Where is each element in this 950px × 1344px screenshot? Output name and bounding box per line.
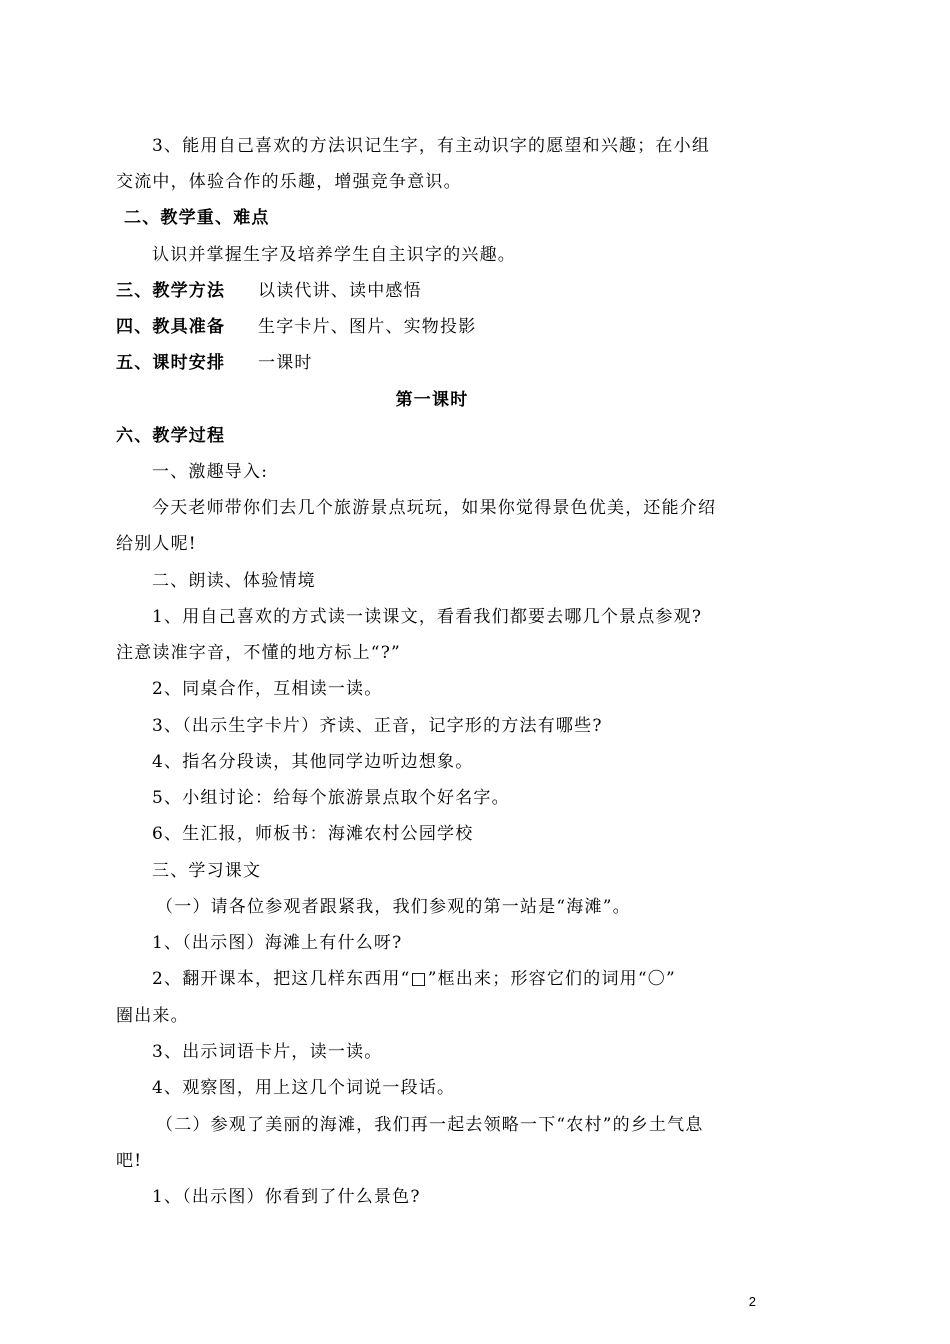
page-number: 2 bbox=[748, 1294, 756, 1309]
part-3-heading: 三、学习课文 bbox=[152, 861, 262, 881]
part-3-sub-2-heading-line-2: 吧! bbox=[116, 1151, 143, 1171]
part-3-sub-2-item-1: 1、（出示图）你看到了什么景色? bbox=[152, 1187, 421, 1207]
part-3-sub-2-heading-line-1: （二）参观了美丽的海滩，我们再一起去领略一下“农村”的乡土气息 bbox=[156, 1115, 704, 1135]
part-3-sub-1-item-2-line-2: 圈出来。 bbox=[116, 1006, 189, 1026]
part-1-heading: 一、激趣导入: bbox=[152, 462, 269, 482]
section-5-value: 一课时 bbox=[258, 353, 313, 373]
part-2-item-3: 3、（出示生字卡片）齐读、正音，记字形的方法有哪些? bbox=[152, 716, 603, 736]
part-2-item-4: 4、指名分段读，其他同学边听边想象。 bbox=[152, 752, 474, 772]
part-2-item-1-line-2: 注意读准字音，不懂的地方标上“?” bbox=[116, 643, 401, 663]
part-2-item-1-line-1: 1、用自己喜欢的方式读一读课文，看看我们都要去哪几个景点参观? bbox=[152, 607, 703, 627]
goal-3-line-1: 3、能用自己喜欢的方法识记生字，有主动识字的愿望和兴趣；在小组 bbox=[152, 136, 711, 156]
part-3-sub-1-item-4: 4、观察图，用上这几个词说一段话。 bbox=[152, 1078, 456, 1098]
section-4-label: 四、教具准备 bbox=[116, 317, 226, 337]
section-3-label: 三、教学方法 bbox=[116, 281, 226, 301]
section-6-heading: 六、教学过程 bbox=[116, 426, 226, 446]
section-4-value: 生字卡片、图片、实物投影 bbox=[258, 317, 477, 337]
section-2-heading: 二、教学重、难点 bbox=[124, 208, 270, 228]
goal-3-line-2: 交流中，体验合作的乐趣，增强竞争意识。 bbox=[116, 172, 462, 192]
part-3-sub-1-item-1: 1、（出示图）海滩上有什么呀? bbox=[152, 933, 403, 953]
part-2-heading: 二、朗读、体验情境 bbox=[152, 571, 316, 591]
section-4-row bbox=[116, 315, 756, 339]
section-5-label: 五、课时安排 bbox=[116, 353, 226, 373]
part-3-sub-1-item-2-line-1: 2、翻开课本，把这几样东西用“□”框出来；形容它们的词用“〇” bbox=[152, 969, 676, 989]
part-3-sub-1-heading: （一）请各位参观者跟紧我，我们参观的第一站是“海滩”。 bbox=[156, 897, 631, 917]
part-3-sub-1-item-3: 3、出示词语卡片，读一读。 bbox=[152, 1042, 383, 1062]
section-5-row bbox=[116, 351, 756, 375]
part-2-item-2: 2、同桌合作，互相读一读。 bbox=[152, 679, 383, 699]
part-1-line-1: 今天老师带你们去几个旅游景点玩玩，如果你觉得景色优美，还能介绍 bbox=[152, 498, 717, 518]
section-2-text: 认识并掌握生字及培养学生自主识字的兴趣。 bbox=[152, 245, 516, 265]
part-2-item-6: 6、生汇报，师板书：海滩农村公园学校 bbox=[152, 824, 474, 844]
part-1-line-2: 给别人呢! bbox=[116, 534, 197, 554]
section-3-row bbox=[116, 279, 756, 303]
section-3-value: 以读代讲、读中感悟 bbox=[258, 281, 422, 301]
part-2-item-5: 5、小组讨论：给每个旅游景点取个好名字。 bbox=[152, 788, 510, 808]
lesson-title: 第一课时 bbox=[395, 390, 469, 410]
